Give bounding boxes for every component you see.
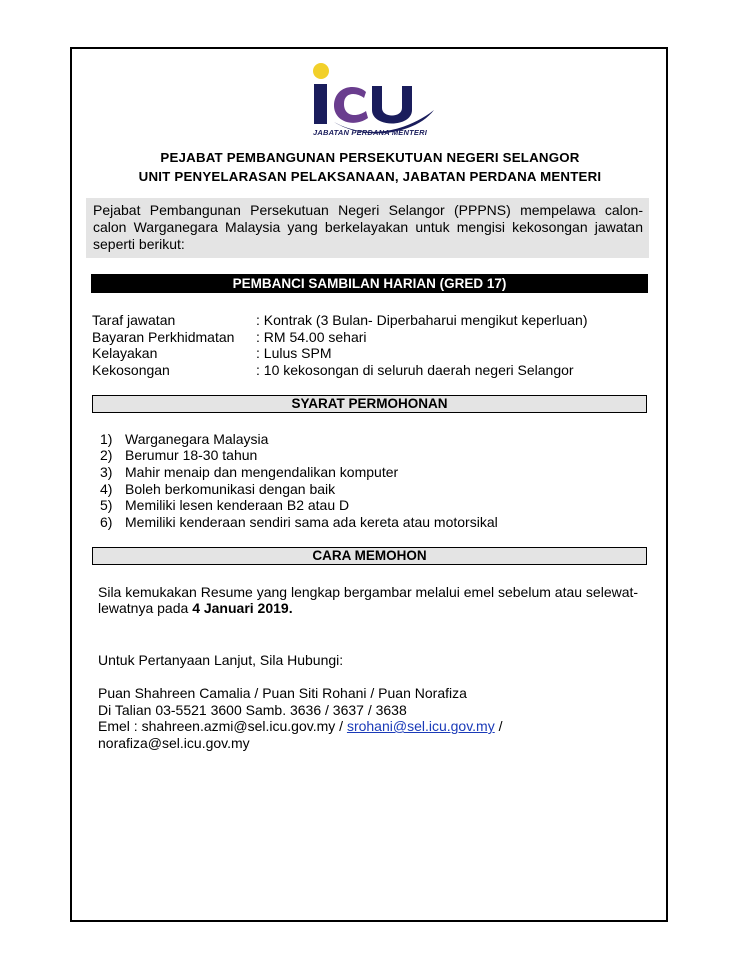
email-separator: / bbox=[494, 718, 503, 734]
list-number: 5) bbox=[100, 497, 113, 513]
list-text: Memiliki kenderaan sendiri sama ada kereta atau motorsikal bbox=[125, 514, 498, 530]
detail-value: : RM 54.00 sehari bbox=[256, 329, 367, 345]
list-number: 1) bbox=[100, 431, 113, 447]
apply-deadline: 4 Januari 2019. bbox=[192, 600, 293, 616]
list-number: 6) bbox=[100, 514, 113, 530]
apply-line-2-prefix: lewatnya pada bbox=[98, 600, 193, 616]
list-text: Boleh berkomunikasi dengan baik bbox=[125, 481, 336, 497]
list-number: 4) bbox=[100, 481, 113, 497]
header-line-1: PEJABAT PEMBANGUNAN PERSEKUTUAN NEGERI SELANGOR bbox=[160, 150, 580, 165]
list-text: Memiliki lesen kenderaan B2 atau D bbox=[125, 497, 350, 513]
list-text: Mahir menaip dan mengendalikan komputer bbox=[125, 464, 399, 480]
detail-label: Bayaran Perkhidmatan bbox=[92, 329, 235, 345]
list-number: 2) bbox=[100, 447, 113, 463]
detail-label: Taraf jawatan bbox=[92, 312, 176, 328]
intro-line-1: Pejabat Pembangunan Persekutuan Negeri Selangor (PPPNS) mempelawa calon- bbox=[93, 202, 643, 218]
intro-line-3: seperti berikut: bbox=[93, 236, 185, 252]
apply-title: CARA MEMOHON bbox=[92, 547, 647, 565]
contact-email bbox=[98, 718, 503, 735]
contact-phone: Di Talian 03-5521 3600 Samb. 3636 / 3637 / 3638 bbox=[98, 702, 407, 718]
detail-value: : 10 kekosongan di seluruh daerah negeri Selangor bbox=[256, 362, 574, 378]
apply-line-1: Sila kemukakan Resume yang lengkap bergambar melalui emel sebelum atau selewat- bbox=[98, 584, 639, 600]
contact-names: Puan Shahreen Camalia / Puan Siti Rohani / Puan Norafiza bbox=[98, 685, 467, 701]
position-title: PEMBANCI SAMBILAN HARIAN (GRED 17) bbox=[91, 274, 648, 293]
contact-heading: Untuk Pertanyaan Lanjut, Sila Hubungi: bbox=[98, 652, 344, 668]
intro-line-2: calon Warganegara Malaysia yang berkelayakan untuk mengisi kekosongan jawatan bbox=[93, 219, 643, 235]
detail-value: : Kontrak (3 Bulan- Diperbaharui mengikut keperluan) bbox=[256, 312, 588, 328]
list-text: Berumur 18-30 tahun bbox=[125, 447, 258, 463]
requirements-title: SYARAT PERMOHONAN bbox=[92, 395, 647, 413]
detail-label: Kekosongan bbox=[92, 362, 170, 378]
email-link-srohani[interactable]: srohani@sel.icu.gov.my bbox=[346, 718, 495, 734]
logo-subtitle: JABATAN PERDANA MENTERI bbox=[312, 128, 428, 137]
logo-dot bbox=[313, 63, 329, 79]
list-number: 3) bbox=[100, 464, 113, 480]
contact-email-last: norafiza@sel.icu.gov.my bbox=[98, 735, 250, 751]
intro-box bbox=[86, 198, 649, 258]
email-prefix: Emel : shahreen.azmi@sel.icu.gov.my / bbox=[98, 718, 347, 734]
detail-value: : Lulus SPM bbox=[256, 345, 332, 361]
detail-label: Kelayakan bbox=[92, 345, 158, 361]
logo-u bbox=[372, 86, 412, 124]
logo-c bbox=[334, 87, 368, 123]
header-line-2: UNIT PENYELARASAN PELAKSANAAN, JABATAN PERDANA MENTERI bbox=[138, 169, 602, 184]
list-text: Warganegara Malaysia bbox=[125, 431, 269, 447]
apply-line-2 bbox=[98, 600, 293, 617]
logo-i-stem bbox=[314, 84, 327, 124]
